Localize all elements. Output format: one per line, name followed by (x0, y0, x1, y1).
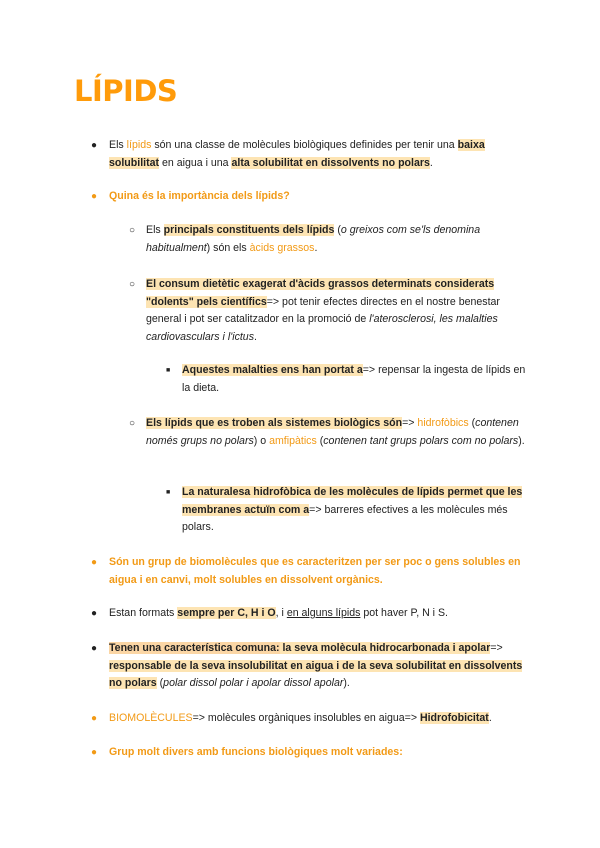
text: amfipàtics (269, 434, 317, 447)
square-bullet-icon: ■ (166, 489, 171, 496)
text: . (429, 156, 433, 169)
text: => (490, 642, 503, 654)
highlight: Els lípids que es troben als sistemes biològics són (146, 417, 403, 429)
text: ) o (253, 434, 270, 447)
text: . (314, 241, 318, 254)
list-item (109, 137, 529, 172)
circle-bullet-icon: ○ (129, 279, 136, 290)
text: . (488, 712, 492, 724)
text: ( (316, 434, 324, 447)
text: ). (518, 434, 525, 447)
text: són una classe de molècules biològiques definides per tenir una (151, 139, 458, 151)
text: en aigua i una (159, 156, 232, 169)
text: ) són els (206, 241, 250, 254)
list-item (109, 744, 529, 762)
highlight: alta solubilitat en dissolvents no polars (231, 156, 430, 169)
highlight: Aquestes malalties ens han portat a (182, 364, 363, 376)
text: l'aterosclerosi, les malalties cardiovasculars i l'ictus (146, 313, 498, 343)
bullet-icon: ● (91, 140, 98, 151)
list-item (146, 276, 532, 346)
list-item (146, 222, 532, 257)
text: ). (343, 677, 350, 689)
highlight: La naturalesa hidrofòbica de les molècules de lípids permet que les membranes actuïn com a (182, 486, 523, 516)
text: Els (146, 224, 164, 236)
list-item (182, 362, 532, 397)
text: ( (468, 417, 476, 429)
circle-bullet-icon: ○ (129, 225, 136, 236)
text: => molècules orgàniques insolubles en aigua=> (192, 712, 420, 724)
text: lípids (126, 139, 152, 151)
page-title: LÍPIDS (74, 74, 178, 108)
highlight: responsable de la seva insolubilitat en aigua i de la seva solubilitat en dissolvents no polars (109, 659, 523, 689)
list-item (109, 640, 529, 693)
text: => repensar la ingesta de lípids en la dieta. (182, 364, 526, 394)
list-item (109, 710, 529, 728)
text: contenen només grups no polars (146, 417, 519, 447)
text: => pot tenir efectes directes en el nostre benestar general i pot ser catalitzador en la promoció de (146, 295, 500, 325)
bullet-icon: ● (91, 191, 98, 202)
list-item (109, 605, 529, 623)
text: => (402, 417, 418, 429)
bullet-icon: ● (91, 608, 98, 619)
text: , i (275, 607, 287, 619)
list-item (109, 554, 529, 589)
text: . (254, 330, 257, 343)
text: polar dissol polar i apolar dissol apolar (163, 677, 344, 689)
highlight: la seva molècula hidrocarbonada i apolar (279, 642, 491, 654)
text: pot haver P, N i S. (360, 607, 448, 619)
text: Grup molt divers amb funcions biològiques molt variades: (109, 746, 403, 758)
text: en alguns lípids (286, 607, 361, 619)
text: ( (156, 677, 164, 689)
bullet-icon: ● (91, 747, 98, 758)
text: BIOMOLÈCULES (109, 712, 193, 724)
highlight: Hidrofobicitat (419, 712, 489, 724)
bullet-icon: ● (91, 713, 98, 724)
text: àcids grassos (249, 241, 315, 254)
highlight: baixa solubilitat (109, 139, 485, 169)
text: hidrofòbics (417, 417, 469, 429)
list-item (182, 484, 532, 537)
text: Els (109, 139, 127, 151)
highlight: sempre per C, H i O (177, 607, 276, 619)
list-item (109, 188, 529, 206)
text: o greixos com se'ls denomina habitualment (146, 224, 481, 254)
circle-bullet-icon: ○ (129, 418, 136, 429)
text: => barreres efectives a les molècules més polars. (182, 503, 508, 533)
highlight: El consum dietètic exagerat d'àcids grassos determinats considerats "dolents" pels científics (146, 278, 495, 308)
list-item (146, 415, 532, 450)
bullet-icon: ● (91, 557, 98, 568)
text: Estan formats (109, 607, 178, 619)
question: Quina és la importància dels lípids? (109, 190, 290, 202)
text: Són un grup de biomolècules que es caracteritzen per ser poc o gens solubles en aigua i en canvi, molt solubles en dissolvent orgànics. (109, 556, 521, 586)
text: contenen tant grups polars com no polars (323, 434, 519, 447)
square-bullet-icon: ■ (166, 367, 171, 374)
highlight: principals constituents dels lípids (163, 224, 335, 236)
highlight: Tenen una característica comuna: (109, 642, 280, 654)
text: ( (334, 224, 341, 236)
bullet-icon: ● (91, 643, 98, 654)
